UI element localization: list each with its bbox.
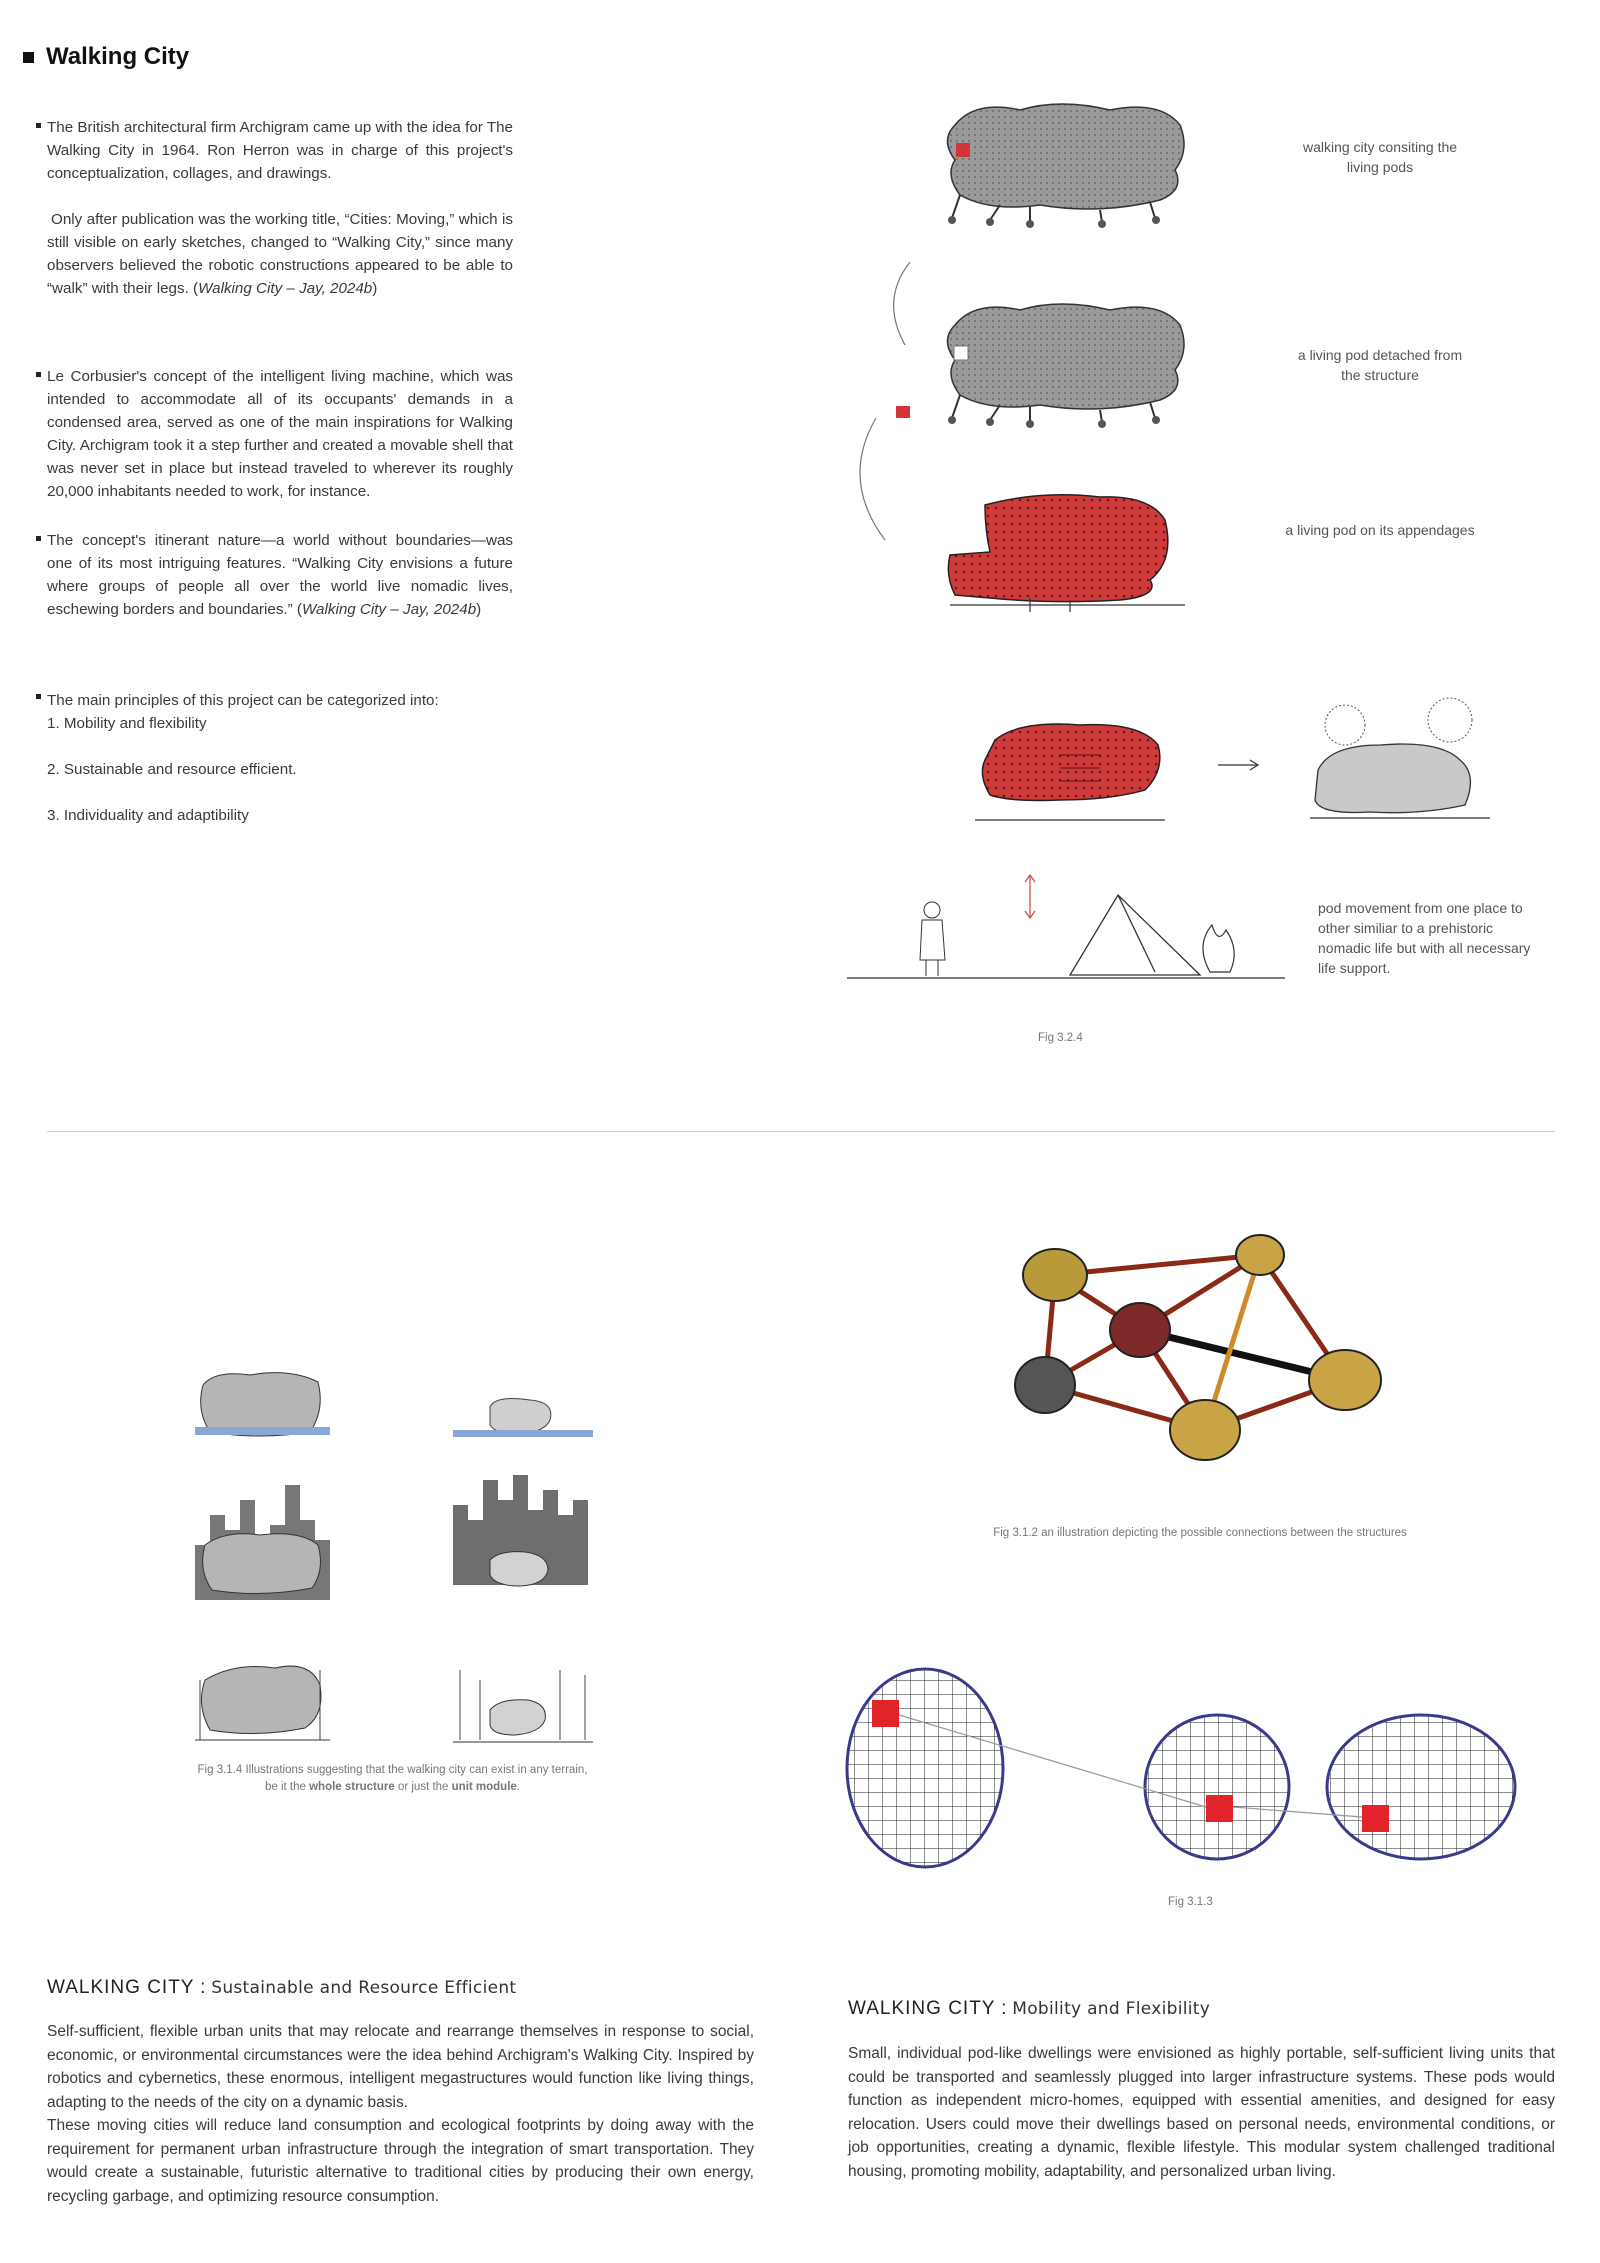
figure-caption-312: [990, 1525, 1410, 1542]
citation: Walking City – Jay, 2024b: [301, 601, 477, 618]
page-title: Walking City: [46, 43, 190, 70]
figure-number: Fig 3.1.2: [993, 1527, 1038, 1539]
citation-close: ): [372, 280, 378, 297]
citation-close: ): [476, 601, 482, 618]
network-illustration: [1015, 1235, 1381, 1460]
section-body-left: [47, 2020, 754, 2208]
intro-paragraph-3: Le Corbusier's concept of the intelligent living machine, which was intended to accommodate all of its occupants' demands in a condensed area, served as one of the main inspirations for Walking City. Archigram took it a step further and created a movable shell that was never set in place but instead traveled to wherever its roughly 20,000 inhabitants needed to work, for instance.: [47, 368, 513, 500]
section-heading-left: [47, 1977, 516, 1999]
principle-item: 2. Sustainable and resource efficient.: [47, 761, 297, 778]
section-heading-main: WALKING CITY: [848, 1998, 996, 2019]
diagram-label-1: walking city consiting the living pods: [1302, 139, 1458, 175]
figure-caption-314: [190, 1762, 595, 1796]
caption-bold-2: unit module: [451, 1781, 517, 1793]
intro-paragraph-4-text: The concept's itinerant nature—a world without boundaries—was one of its most intriguing features. “Walking City envisions a future where groups of people all over the world live nomadic lives, eschewing borders and boundaries.” (: [47, 532, 513, 618]
diagram-label-4: pod movement from one place to other similiar to a prehistoric nomadic life but with all necessary life support.: [1318, 900, 1531, 976]
grid-diagram: [847, 1669, 1515, 1867]
section-heading-right: [848, 1998, 1210, 2020]
section-body-left-p1: Self-sufficient, flexible urban units that may relocate and rearrange themselves in response to social, economic, or environmental circumstances were the idea behind Archigram's Walking City. Inspired by robotics and cybernetics, these enormous, intelligent megastructures would function like living things, adapting to the needs of the city on a dynamic basis.: [47, 2023, 754, 2111]
figure-caption-text: Illustrations suggesting that the walking city can exist in any terrain, be it the: [245, 1764, 588, 1793]
figure-number: Fig 3.1.3: [1168, 1896, 1213, 1908]
figure-number: Fig 3.2.4: [1038, 1032, 1083, 1044]
principle-item: 1. Mobility and flexibility: [47, 715, 207, 732]
principles-intro: The main principles of this project can be categorized into:: [47, 692, 439, 709]
section-heading-sep: :: [194, 1977, 212, 1998]
section-heading-sub: Mobility and Flexibility: [1012, 1999, 1211, 2019]
figure-number: Fig 3.1.4: [197, 1764, 243, 1776]
intro-paragraph-1: The British architectural firm Archigram came up with the idea for The Walking City in 1964. Ron Herron was in charge of this project's conceptualization, collages, and drawings.: [47, 119, 513, 182]
principle-item: 3. Individuality and adaptibility: [47, 807, 249, 824]
section-body-right: Small, individual pod-like dwellings were envisioned as highly portable, self-sufficient living units that could be transported and seamlessly plugged into larger infrastructure systems. These pods would function as independent micro-homes, equipped with essential amenities, and designed for easy relocation. Users could move their dwellings based on personal needs, environmental conditions, or job opportunities, creating a dynamic, flexible lifestyle. This modular system challenged traditional housing, promoting mobility, adaptability, and personalized urban living.: [848, 2045, 1555, 2180]
figure-caption-text: .: [516, 1781, 521, 1793]
section-body-left-p2: These moving cities will reduce land consumption and ecological footprints by doing away with the requirement for permanent urban infrastructure through the integration of smart transportation. They would create a sustainable, futuristic alternative to traditional cities by producing their own energy, recycling garbage, and optimizing resource consumption.: [47, 2117, 754, 2205]
section-heading-main: WALKING CITY: [47, 1977, 195, 1998]
figure-caption-text: or just the: [394, 1781, 452, 1793]
diagram-label-3: a living pod on its appendages: [1285, 522, 1475, 538]
intro-paragraph-2-text: Only after publication was the working title, “Cities: Moving,” which is still visible on early sketches, changed to “Walking City,” since many observers believed the robotic constructions appeared to be able to “walk” with their legs. (: [47, 211, 513, 297]
caption-bold-1: whole structure: [309, 1781, 395, 1793]
citation: Walking City – Jay, 2024b: [198, 280, 373, 297]
diagram-label-2: a living pod detached from the structure: [1297, 347, 1463, 383]
section-heading-sub: Sustainable and Resource Efficient: [211, 1978, 517, 1998]
figure-caption-text: an illustration depicting the possible connections between the structures: [1041, 1527, 1407, 1539]
section-heading-sep: :: [995, 1998, 1013, 2019]
